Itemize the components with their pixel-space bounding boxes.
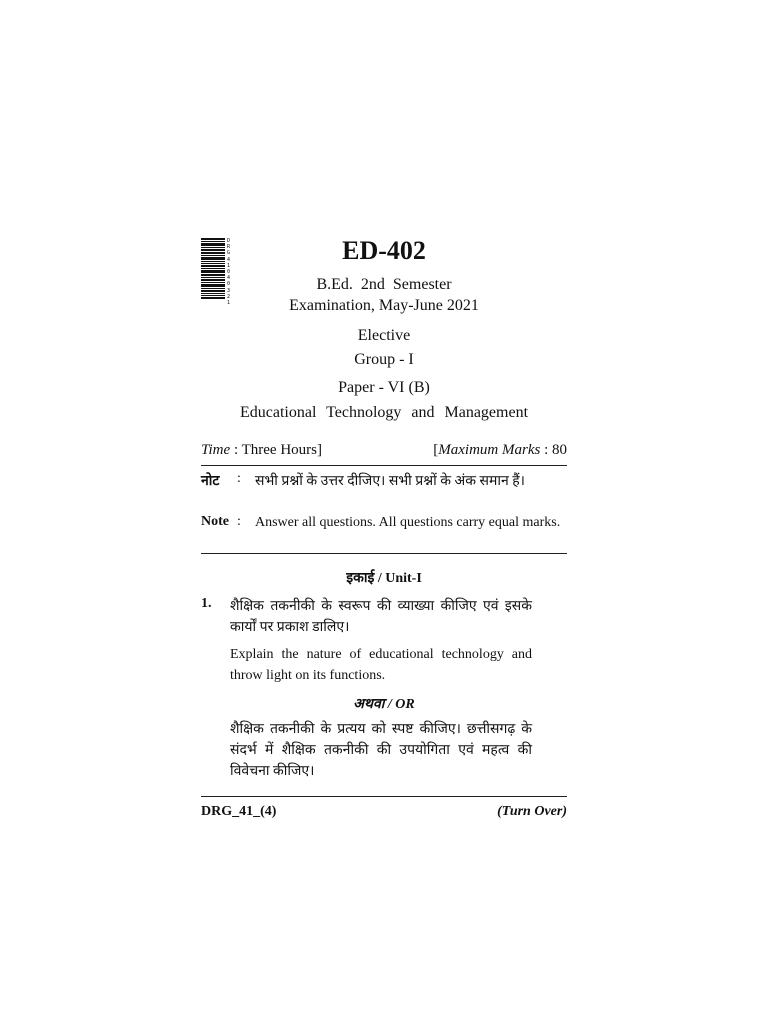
note-hindi (201, 471, 567, 515)
note-english-text: Answer all questions. All questions carry equal marks. (255, 515, 561, 530)
group-label: Group - I (354, 351, 414, 368)
time-label: Time (201, 442, 231, 458)
barcode-digit: 3 (227, 287, 231, 294)
barcode-digit: 2 (227, 293, 231, 300)
barcode-digit: D (227, 238, 231, 244)
note-english-colon: : (237, 514, 241, 529)
divider-top (201, 465, 567, 466)
paper-code: ED-402 (342, 236, 426, 265)
footer-code: DRG_41_(4) (201, 804, 277, 819)
barcode-bar (201, 270, 225, 273)
marks-value: 80 (552, 442, 567, 458)
barcode-digit: 4 (227, 256, 231, 263)
barcode-bar (201, 295, 225, 296)
note-english-label: Note (201, 514, 229, 529)
barcode-digit: 4 (227, 275, 231, 282)
question-number: 1. (201, 596, 212, 611)
unit-heading: इकाई / Unit-I (346, 571, 422, 586)
time-info (201, 442, 322, 459)
time-colon: : (233, 442, 239, 458)
exam-session: Examination, May-June 2021 (289, 297, 479, 314)
barcode-digit: 0 (227, 269, 231, 276)
question-1-hindi: शैक्षिक तकनीकी के स्वरूप की व्याख्या कीजिए एवं इसके कार्यों पर प्रकाश डालिए। (230, 599, 532, 635)
note-hindi-label: नोट (201, 474, 220, 489)
divider-notes (201, 553, 567, 554)
course-name: B.Ed. 2nd Semester (316, 276, 452, 293)
or-separator: अथवा / OR (353, 697, 415, 712)
subject-title: Educational Technology and Management (239, 404, 529, 421)
divider-footer (201, 796, 567, 797)
barcode-digit: 1 (227, 300, 231, 307)
note-english (201, 514, 567, 550)
question-1-english: Explain the nature of educational technology and throw light on its functions. (230, 647, 532, 683)
question-1-alternative (201, 719, 567, 789)
barcode-digit: 1 (227, 262, 231, 269)
time-value: Three Hours] (241, 442, 322, 458)
marks-colon: : (544, 442, 549, 458)
barcode-digit: R (227, 244, 231, 251)
turn-over: (Turn Over) (497, 804, 567, 819)
note-hindi-text: सभी प्रश्नों के उत्तर दीजिए। सभी प्रश्नों के अंक समान हैं। (255, 474, 525, 489)
note-hindi-colon: : (237, 471, 241, 486)
marks-bracket: [ (433, 442, 439, 458)
marks-info (433, 442, 567, 459)
barcode-digit: G (227, 250, 231, 257)
barcode-bar (201, 268, 225, 269)
question-1-alt-hindi: शैक्षिक तकनीकी के प्रत्यय को स्पष्ट कीजिए। छत्तीसगढ़ के संदर्भ में शैक्षिक तकनीकी की उपयोगिता एवं महत्व की विवेचना कीजिए। (230, 722, 532, 779)
marks-label: Maximum Marks (438, 442, 541, 458)
elective-label: Elective (357, 327, 411, 344)
barcode-digit: 0 (227, 281, 231, 288)
paper-label: Paper - VI (B) (338, 379, 430, 396)
